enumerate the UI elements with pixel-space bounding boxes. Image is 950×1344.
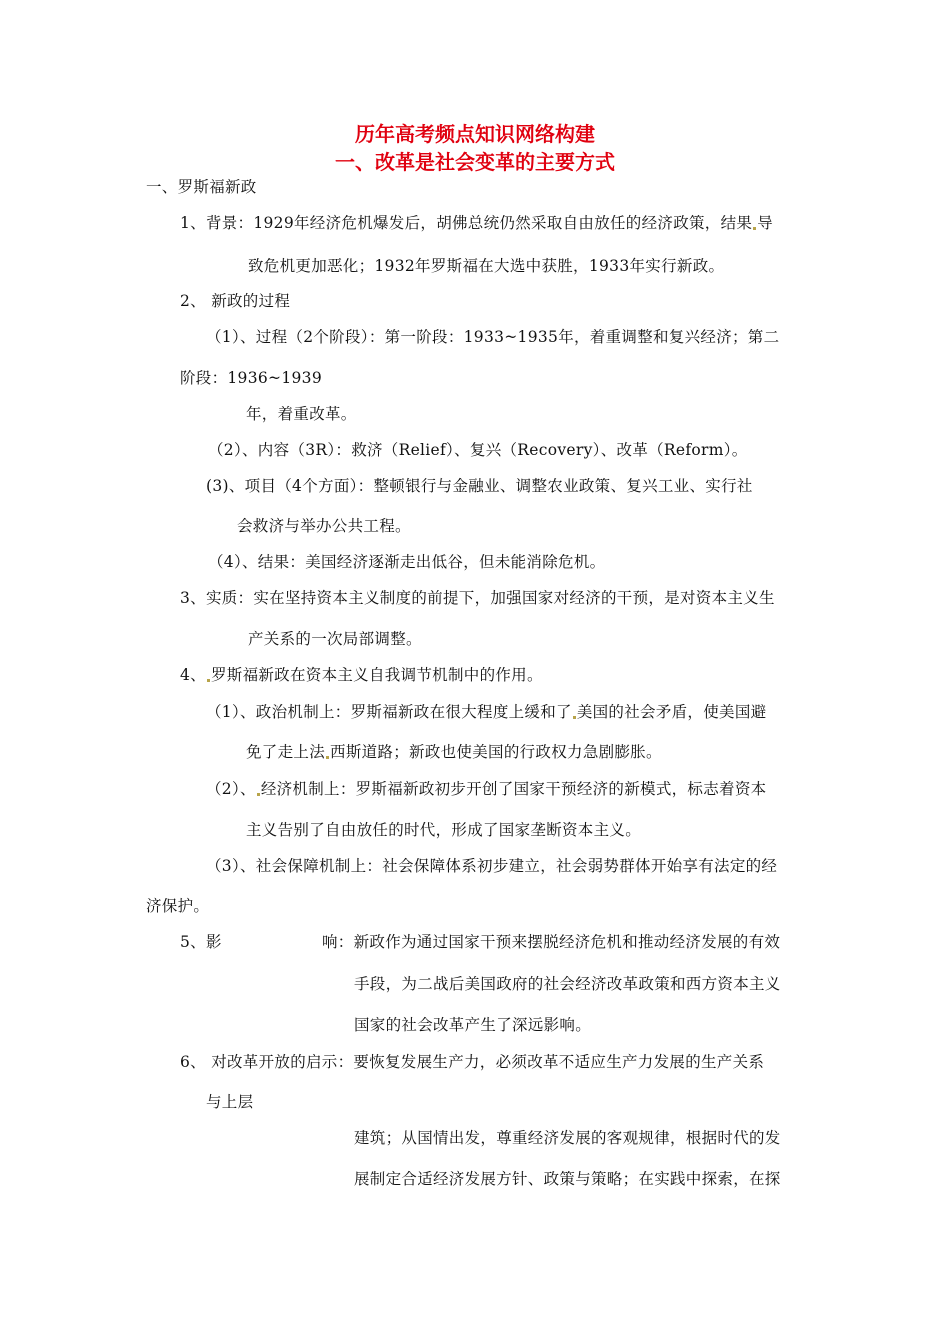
text-line: 产关系的一次局部调整。 [248, 630, 422, 648]
mark-dot [257, 793, 260, 796]
text-line: （1）、政治机制上：罗斯福新政在很大程度上缓和了 [206, 703, 572, 721]
mark-dot [326, 756, 329, 759]
text-line: （2）、 [206, 780, 256, 798]
mark-dot [207, 679, 210, 682]
text-line [206, 779, 766, 799]
text-line: 国家的社会改革产生了深远影响。 [354, 1016, 592, 1034]
doc-subtitle: 一、改革是社会变革的主要方式 [335, 150, 615, 174]
item-2-heading: 2、 新政的过程 [180, 292, 291, 310]
text-line: 免了走上法 [246, 743, 326, 761]
item-4-heading [180, 665, 543, 685]
text-line: 西斯道路；新政也使美国的行政权力急剧膨胀。 [330, 743, 662, 761]
text-line: (3)、项目（4个方面）：整顿银行与金融业、调整农业政策、复兴工业、实行社 [206, 477, 753, 495]
item-1-background [180, 213, 773, 233]
mark-dot [573, 716, 576, 719]
text-line: 经济机制上：罗斯福新政初步开创了国家干预经济的新模式，标志着资本 [260, 780, 767, 798]
text-line: 展制定合适经济发展方针、政策与策略；在实践中探索，在探 [354, 1170, 781, 1188]
text-line: （3）、社会保障机制上：社会保障体系初步建立，社会弱势群体开始享有法定的经 [206, 857, 778, 875]
text-line: 罗斯福新政在资本主义自我调节机制中的作用。 [210, 666, 543, 684]
item-3-essence: 3、实质：实在坚持资本主义制度的前提下，加强国家对经济的干预，是对资本主义生 [180, 589, 775, 607]
text-line: 导 [757, 214, 774, 232]
text-line: 1、背景：1929年经济危机爆发后，胡佛总统仍然采取自由放任的经济政策，结果 [180, 214, 753, 232]
mark-dot [753, 227, 756, 230]
text-line: （4）、结果：美国经济逐渐走出低谷，但未能消除危机。 [208, 553, 606, 571]
doc-title: 历年高考频点知识网络构建 [355, 122, 595, 146]
text-line: 4、 [180, 666, 206, 684]
text-line [246, 742, 662, 762]
section-heading: 一、罗斯福新政 [146, 178, 257, 196]
text-line: 与上层 [206, 1093, 254, 1111]
item-5-label: 5、影 [180, 933, 222, 951]
text-line: 美国的社会矛盾，使美国避 [576, 703, 767, 721]
text-line: 阶段：1936~1939 [180, 369, 322, 387]
text-line: （2）、内容（3R）：救济（Relief）、复兴（Recovery）、改革（Reform）。 [208, 441, 748, 459]
item-6-heading: 6、 对改革开放的启示：要恢复发展生产力，必须改革不适应生产力发展的生产关系 [180, 1053, 765, 1071]
text-line: （1）、过程（2个阶段）：第一阶段：1933~1935年，着重调整和复兴经济；第二 [206, 328, 780, 346]
text-line: 手段，为二战后美国政府的社会经济改革政策和西方资本主义 [354, 975, 781, 993]
text-line [206, 702, 766, 722]
text-line: 致危机更加恶化；1932年罗斯福在大选中获胜，1933年实行新政。 [248, 257, 725, 275]
text-line: 年，着重改革。 [246, 405, 357, 423]
text-line: 济保护。 [146, 897, 210, 915]
text-line: 主义告别了自由放任的时代，形成了国家垄断资本主义。 [246, 821, 642, 839]
text-line: 响：新政作为通过国家干预来摆脱经济危机和推动经济发展的有效 [322, 933, 781, 951]
text-line: 会救济与举办公共工程。 [237, 517, 411, 535]
text-line: 建筑；从国情出发，尊重经济发展的客观规律，根据时代的发 [354, 1129, 781, 1147]
